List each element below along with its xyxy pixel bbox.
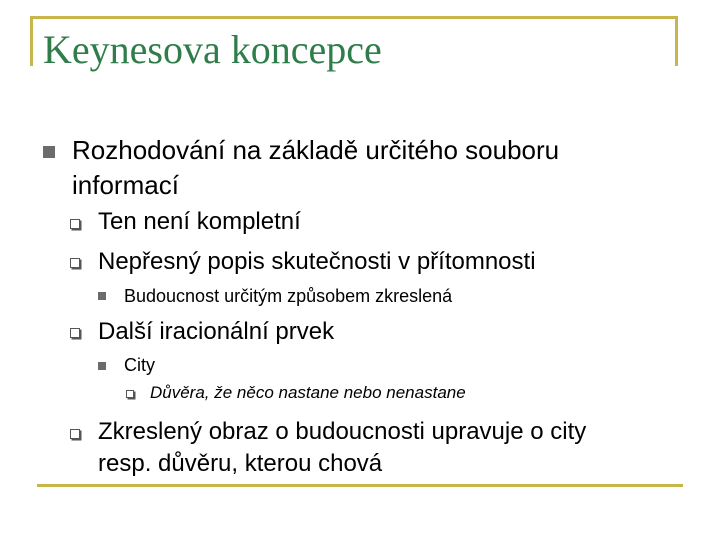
bullet-item-level3: Budoucnost určitým způsobem zkreslená bbox=[124, 286, 453, 306]
checkbox-bullet-icon bbox=[70, 219, 80, 229]
frame-bottom-line bbox=[37, 484, 683, 487]
bullet-item-level2: Zkreslený obraz o budoucnosti upravuje o city bbox=[98, 418, 587, 445]
bullet-item-level2: Nepřesný popis skutečnosti v přítomnosti bbox=[98, 248, 536, 275]
bullet-item-level3: City bbox=[124, 355, 155, 375]
frame-top-line bbox=[30, 16, 678, 19]
square-bullet-icon bbox=[43, 146, 55, 158]
square-bullet-icon bbox=[98, 362, 106, 370]
bullet-item-level4: Důvěra, že něco nastane nebo nenastane bbox=[150, 383, 466, 402]
bullet-item-level1-continuation: informací bbox=[72, 170, 179, 200]
bullet-item-level2-continuation: resp. důvěru, kterou chová bbox=[98, 450, 383, 477]
square-bullet-icon bbox=[98, 292, 106, 300]
checkbox-bullet-icon bbox=[126, 390, 134, 398]
checkbox-bullet-icon bbox=[70, 429, 80, 439]
checkbox-bullet-icon bbox=[70, 328, 80, 338]
slide-title: Keynesova koncepce bbox=[43, 27, 382, 72]
bullet-item-level2: Další iracionální prvek bbox=[98, 318, 335, 345]
frame-right-line bbox=[675, 16, 678, 66]
checkbox-bullet-icon bbox=[70, 258, 80, 268]
frame-left-line bbox=[30, 16, 33, 66]
bullet-item-level1: Rozhodování na základě určitého souboru bbox=[72, 135, 560, 165]
bullet-item-level2: Ten není kompletní bbox=[98, 208, 301, 235]
